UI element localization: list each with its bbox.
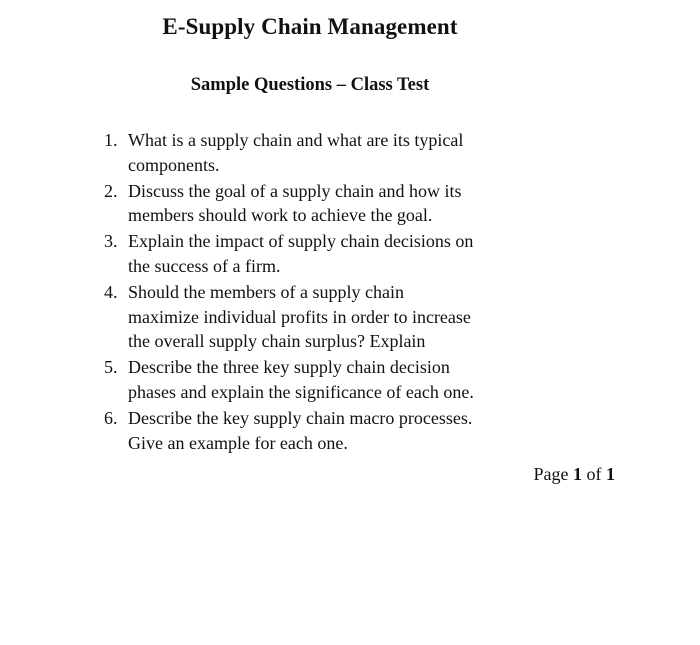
question-item <box>104 406 544 455</box>
document-title: E-Supply Chain Management <box>162 14 458 39</box>
question-text <box>128 128 544 177</box>
question-line: Discuss the goal of a supply chain and how its <box>128 180 462 201</box>
of-word: of <box>586 464 602 484</box>
question-list <box>104 128 544 457</box>
question-number: 1. <box>104 130 118 150</box>
current-page-number: 1 <box>573 464 582 484</box>
question-text <box>128 229 544 278</box>
question-item <box>104 355 544 404</box>
question-line: the success of a firm. <box>128 255 281 276</box>
total-pages-number: 1 <box>606 464 615 484</box>
question-number: 5. <box>104 357 118 378</box>
question-text <box>128 406 544 455</box>
question-item <box>104 179 544 228</box>
question-line: Explain the impact of supply chain decisions on <box>128 231 474 252</box>
question-item <box>104 229 544 278</box>
question-line: members should work to achieve the goal. <box>128 205 433 226</box>
question-line: maximize individual profits in order to increase <box>128 306 471 327</box>
question-line: phases and explain the significance of each one. <box>128 381 474 402</box>
question-line: Should the members of a supply chain <box>128 282 404 303</box>
page-indicator <box>534 464 616 485</box>
question-number: 3. <box>104 231 118 252</box>
question-number: 4. <box>104 282 118 303</box>
question-number: 2. <box>104 180 118 201</box>
question-text <box>128 280 544 354</box>
question-line: Describe the key supply chain macro processes. <box>128 408 473 429</box>
question-line: Describe the three key supply chain decision <box>128 357 450 378</box>
document-subtitle: Sample Questions – Class Test <box>190 75 430 95</box>
question-item <box>104 280 544 354</box>
question-line: What is a supply chain and what are its typical <box>128 130 464 150</box>
question-text <box>128 355 544 404</box>
question-line: components. <box>128 154 220 175</box>
question-item <box>104 128 544 177</box>
question-number: 6. <box>104 408 118 429</box>
page-word: Page <box>533 464 569 484</box>
question-text <box>128 179 544 228</box>
question-line: Give an example for each one. <box>128 432 348 453</box>
question-line: the overall supply chain surplus? Explain <box>128 331 426 352</box>
